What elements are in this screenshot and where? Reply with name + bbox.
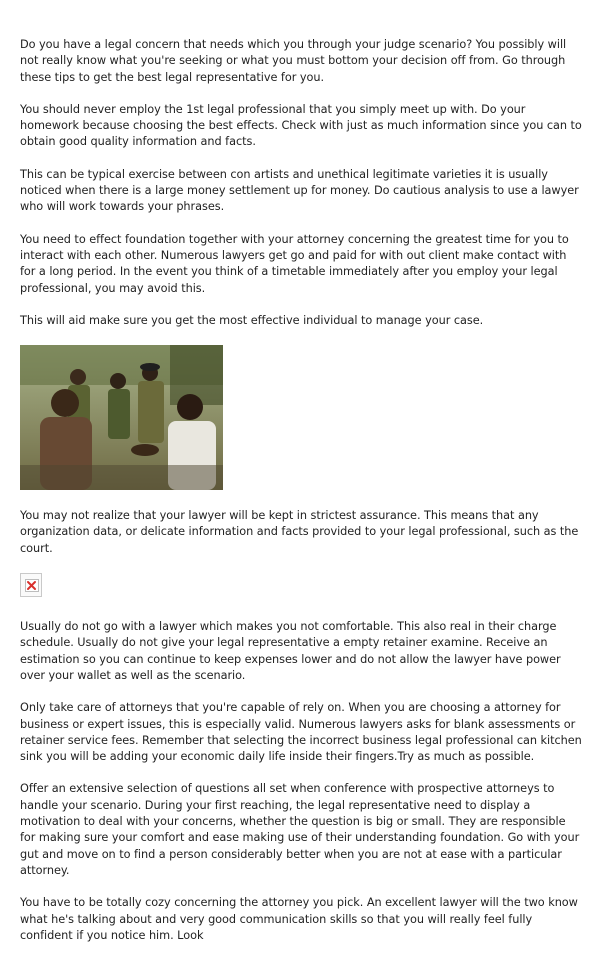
article-body <box>20 37 582 960</box>
paragraph: Usually do not go with a lawyer which makes you not comfortable. This also real in their charge schedule. Usually do not give your legal representative a empty retainer examine. Receive an estimation so you can continue to keep expenses lower and do not allow the lawyer have power over your wallet as well as the scenario. <box>20 620 561 682</box>
paragraph: You have to be totally cozy concerning the attorney you pick. An excellent lawyer will the two know what he's talking about and very good communication skills so that you will really feel fully confident if you notice him. Look <box>20 896 578 942</box>
paragraph: Only take care of attorneys that you're capable of rely on. When you are choosing a attorney for business or expert issues, this is especially valid. Numerous lawyers asks for blank assessments or retainer service fees. Remember that selecting the incorrect business legal professional can kitchen sink you will be adding your economic daily life inside their fingers.Try as much as possible. <box>20 701 582 764</box>
paragraph: Do you have a legal concern that needs which you through your judge scenario? You possibly will not really know what you're seeking or what you must bottom your decision off from. Go through these tips to get the best legal representative for you. <box>20 38 567 84</box>
photo-icon <box>20 345 223 490</box>
paragraph: You need to effect foundation together with your attorney concerning the greatest time for you to interact with each other. Numerous lawyers get go and paid for with out client make contact with for a long period. In the event you think of a timetable immediately after you employ your legal professional, you may avoid this. <box>20 232 569 295</box>
paragraph: You may not realize that your lawyer will be kept in strictest assurance. This means that any organization data, or delicate information and facts provided to your legal professional, such as the court. <box>20 509 579 555</box>
paragraph: This will aid make sure you get the most effective individual to manage your case. <box>20 313 484 327</box>
broken-image-icon <box>26 580 37 591</box>
broken-image <box>20 573 42 597</box>
photo <box>20 345 223 490</box>
paragraph: This can be typical exercise between con artists and unethical legitimate varieties it is usually noticed when there is a large money settlement up for money. Do cautious analysis to use a lawyer who will work towards your phrases. <box>20 167 579 214</box>
paragraph: Offer an extensive selection of questions all set when conference with prospective attorneys to handle your scenario. During your first reaching, the legal representative need to display a motivation to deal with your concerns, whether the question is big or small. They are responsible for making sure your comfort and ease making use of their understanding foundation. Go with your gut and move on to find a person considerably better when you are not at ease with a particular attorney. <box>20 782 580 877</box>
paragraph: You should never employ the 1st legal professional that you simply meet up with. Do your homework because choosing the best effects. Check with just as much information since you can to obtain good quality information and facts. <box>20 102 582 149</box>
